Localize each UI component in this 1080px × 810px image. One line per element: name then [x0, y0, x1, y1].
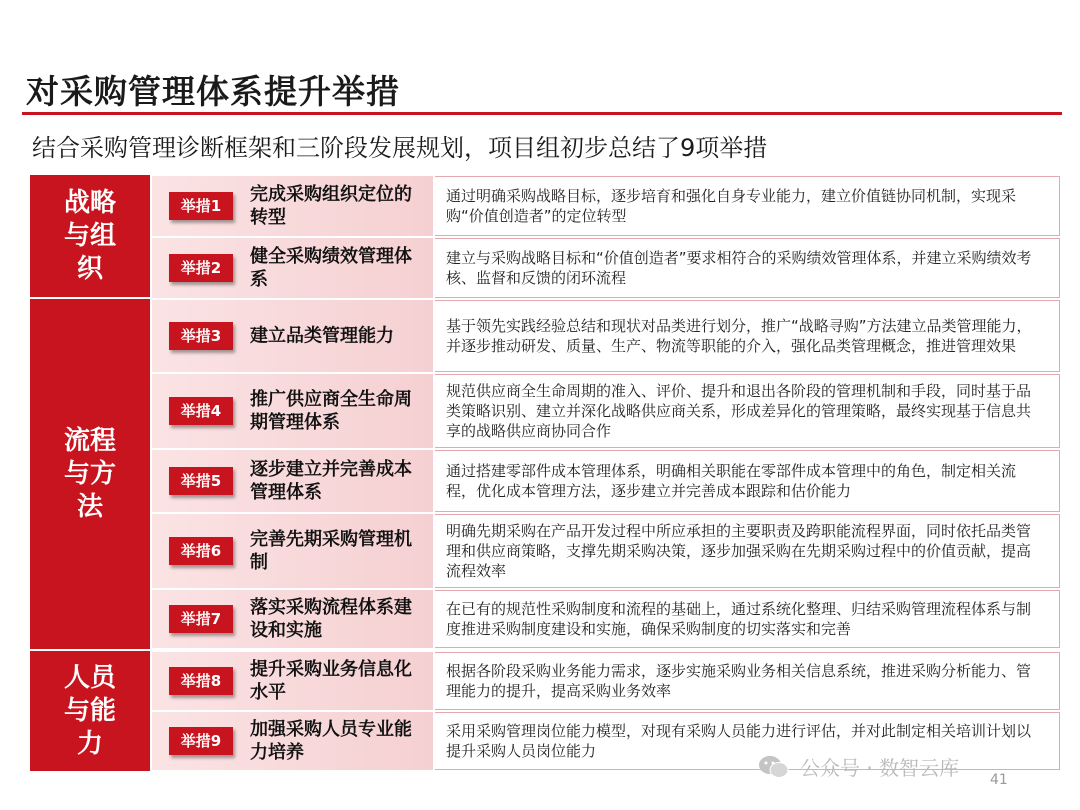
measure-description: 明确先期采购在产品开发过程中所应承担的主要职责及跨职能流程界面，同时依托品类管理和供应商策略，支撑先期采购决策，逐步加强采购在先期采购过程中的价值贡献，提高流程效率	[435, 514, 1060, 588]
category-process-method	[30, 299, 150, 649]
measure-badge: 举措8	[169, 667, 233, 695]
measure-badge: 举措7	[169, 605, 233, 633]
measure-row-5	[152, 449, 1060, 513]
measure-description: 建立与采购战略目标和“价值创造者”要求相符合的采购绩效管理体系，并建立采购绩效考核、监督和反馈的闭环流程	[435, 238, 1060, 298]
measure-badge: 举措1	[169, 192, 233, 220]
page-number: 41	[990, 772, 1008, 788]
measure-cell	[152, 590, 433, 648]
measure-row-8	[152, 651, 1060, 711]
measure-title: 逐步建立并完善成本管理体系	[250, 459, 412, 503]
watermark-text: 公众号 · 数智云库	[800, 756, 960, 780]
measure-description: 通过明确采购战略目标，逐步培育和强化自身专业能力，建立价值链协同机制，实现采购“价值创造者”的定位转型	[435, 176, 1060, 236]
measure-badge: 举措6	[169, 537, 233, 565]
wechat-icon	[758, 755, 790, 779]
measure-row-1	[152, 175, 1060, 237]
measure-badge: 举措2	[169, 254, 233, 282]
measure-row-3	[152, 299, 1060, 373]
measure-description: 基于领先实践经验总结和现状对品类进行划分，推广“战略寻购”方法建立品类管理能力，并逐步推动研发、质量、生产、物流等职能的介入，强化品类管理概念，推进管理效果	[435, 300, 1060, 372]
measure-title: 完善先期采购管理机制	[250, 529, 412, 573]
measure-badge: 举措3	[169, 322, 233, 350]
title-divider	[22, 112, 1062, 115]
measure-description: 通过搭建零部件成本管理体系，明确相关职能在零部件成本管理中的角色，制定相关流程，优化成本管理方法，逐步建立并完善成本跟踪和估价能力	[435, 450, 1060, 512]
measure-cell	[152, 238, 433, 298]
category-label: 流程与方法	[63, 425, 116, 522]
measure-title: 建立品类管理能力	[250, 325, 394, 347]
measure-cell	[152, 450, 433, 512]
measure-badge: 举措4	[169, 397, 233, 425]
category-people-capability	[30, 651, 150, 771]
page-title: 对采购管理体系提升举措	[26, 72, 400, 111]
measure-badge: 举措5	[169, 467, 233, 495]
category-label: 人员与能力	[63, 662, 116, 759]
measure-description: 采用采购管理岗位能力模型，对现有采购人员能力进行评估，并对此制定相关培训计划以提升采购人员岗位能力	[435, 712, 1060, 770]
measure-cell	[152, 652, 433, 710]
measure-cell	[152, 712, 433, 770]
category-label: 战略与组织	[63, 187, 116, 284]
watermark	[758, 752, 959, 781]
measure-cell	[152, 374, 433, 448]
measure-description: 规范供应商全生命周期的准入、评价、提升和退出各阶段的管理机制和手段，同时基于品类策略识别、建立并深化战略供应商关系，形成差异化的管理策略，最终实现基于信息共享的战略供应商协同合作	[435, 374, 1060, 448]
category-strategy-org	[30, 175, 150, 297]
measure-cell	[152, 300, 433, 372]
measure-description: 根据各阶段采购业务能力需求，逐步实施采购业务相关信息系统，推进采购分析能力、管理能力的提升，提高采购业务效率	[435, 652, 1060, 710]
measure-cell	[152, 176, 433, 236]
measure-title: 推广供应商全生命周期管理体系	[250, 389, 412, 433]
measure-row-7	[152, 589, 1060, 649]
page-subtitle: 结合采购管理诊断框架和三阶段发展规划，项目组初步总结了9项举措	[32, 134, 768, 162]
measure-title: 加强采购人员专业能力培养	[250, 719, 412, 763]
measure-row-6	[152, 513, 1060, 589]
measure-badge: 举措9	[169, 727, 233, 755]
measure-row-4	[152, 373, 1060, 449]
measure-description: 在已有的规范性采购制度和流程的基础上，通过系统化整理、归结采购管理流程体系与制度推进采购制度建设和实施，确保采购制度的切实落实和完善	[435, 590, 1060, 648]
measure-title: 提升采购业务信息化水平	[250, 659, 412, 703]
measure-title: 落实采购流程体系建设和实施	[250, 597, 412, 641]
measures-table	[30, 175, 1060, 771]
measure-cell	[152, 514, 433, 588]
measure-title: 健全采购绩效管理体系	[250, 246, 412, 290]
measure-row-2	[152, 237, 1060, 299]
measure-title: 完成采购组织定位的转型	[250, 184, 412, 228]
